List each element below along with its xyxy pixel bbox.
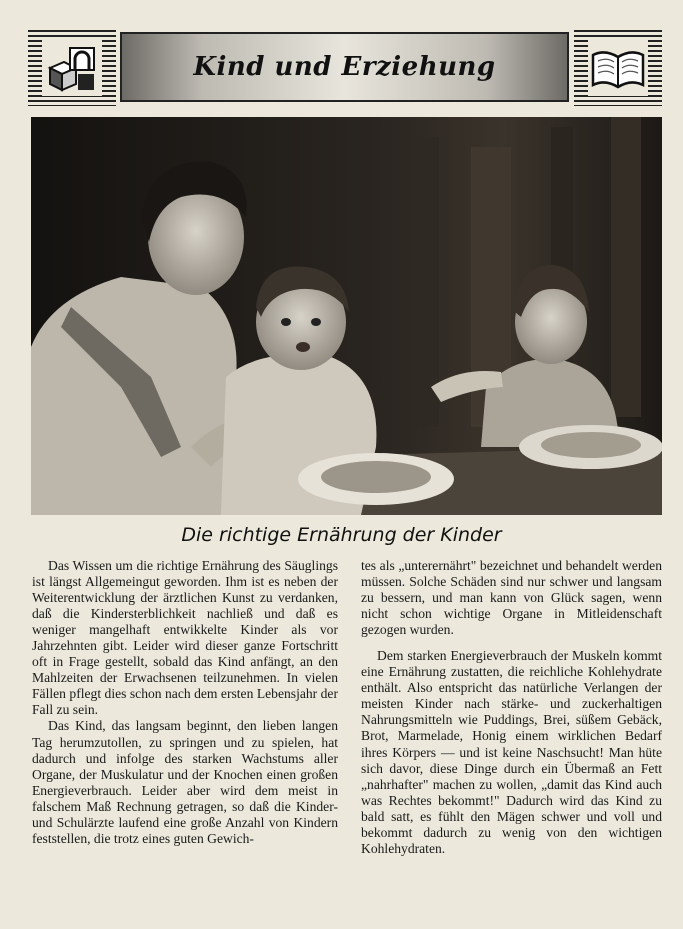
header-ornament-left [28, 30, 116, 106]
paragraph: Das Kind, das langsam beginnt, den lieben langen Tag herumzutollen, zu springen und zu spielen, hat dadurch und infolge des starken Wachstums aller Organe, der Muskulatur und der Knochen einen großen Energieverbrauch. Leider aber wird dem meist in falschem Maß Rechnung getragen, so daß die Kinder- und Schulärzte laufend eine große Anzahl von Kindern feststellen, die trotz eines guten Gewich- [32, 718, 338, 846]
paragraph: Das Wissen um die richtige Ernährung des Säuglings ist längst Allgemeingut geworden. Ihm ist es neben der Weiterentwicklung der ärztlichen Kunst zu verdanken, daß die Kindersterblichkeit nachließ und daß es weniger mangelhaft entwikkelte Kinder als vor Jahrzehnten gibt. Leider wird dieser ganze Fortschritt oft in Frage gestellt, sobald das Kind anfängt, an den Mahlzeiten der Erwachsenen teilzunehmen. In vielen Fällen pflegt dies schon nach dem ersten Lebensjahr der Fall zu sein. [32, 558, 338, 718]
article-column-left [32, 558, 338, 847]
open-book-icon [588, 40, 648, 96]
paragraph: Dem starken Energieverbrauch der Muskeln kommt eine Ernährung zustatten, die reichliche Kohlehydrate enthält. Also entspricht das natürliche Verlangen der meisten Kinder nach stärke- und zuckerhaltigen Nahrungsmitteln wie Puddings, Brei, süßem Gebäck, Brot, Marmelade, Honig einem wirklichen Bedarf ihres Körpers — und ist keine Naschsucht! Man hüte sich davor, diese Dinge durch ein Übermaß an Fett „nahrhafter" machen zu wollen, „damit das Kind auch was Rechtes bekommt!" Dadurch wird das Kind zu bald satt, es fühlt den Mägen schwer und voll und bekommt dadurch zu wenig von den wichtigen Kohlehydraten. [361, 648, 662, 856]
paragraph: tes als „unterernährt" bezeichnet und behandelt werden müssen. Solche Schäden sind nur schwer und langsam zu bessern, und man kann von Glück sagen, wenn nicht schon wichtige Organe in Mitleidenschaft gezogen wurden. [361, 558, 662, 638]
article-column-right [361, 558, 662, 857]
section-header [28, 30, 662, 106]
section-title: Kind und Erziehung [193, 52, 496, 82]
article-headline: Die richtige Ernährung der Kinder [181, 524, 502, 546]
section-title-banner [120, 32, 569, 102]
blocks-icon [42, 40, 102, 96]
mother-feeding-children-photo [31, 117, 662, 515]
header-ornament-right [574, 30, 662, 106]
